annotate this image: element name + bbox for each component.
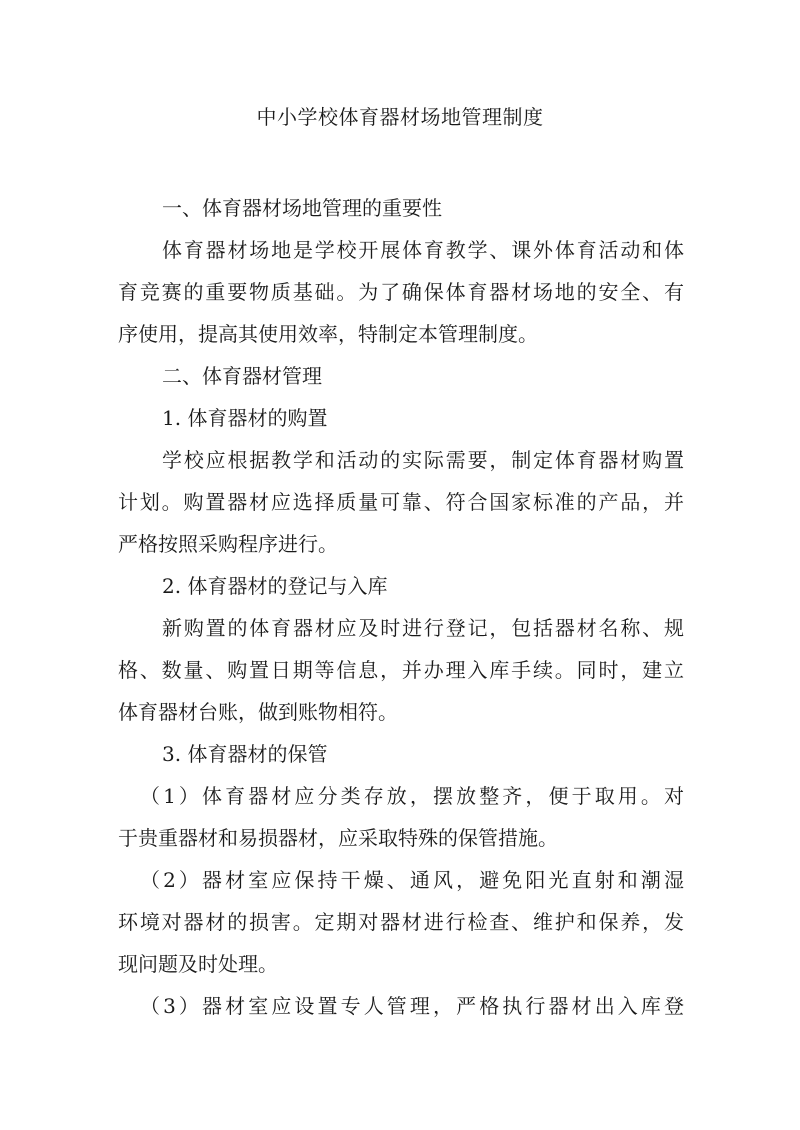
subsection-heading: 2. 体育器材的登记与入库 (162, 574, 388, 598)
paragraph-line: 新购置的体育器材应及时进行登记，包括器材名称、规 (162, 616, 684, 640)
subsection-heading: 3. 体育器材的保管 (162, 742, 328, 766)
paragraph-line: 格、数量、购置日期等信息，并办理入库手续。同时，建立 (118, 658, 684, 682)
list-item-line: 于贵重器材和易损器材，应采取特殊的保管措施。 (118, 826, 558, 850)
list-item-line: （1）体育器材应分类存放，摆放整齐，便于取用。对 (140, 784, 684, 808)
section-heading: 一、体育器材场地管理的重要性 (162, 196, 442, 220)
paragraph-line: 学校应根据教学和活动的实际需要，制定体育器材购置 (162, 448, 684, 472)
document-title: 中小学校体育器材场地管理制度 (256, 105, 544, 129)
paragraph-line: 序使用，提高其使用效率，特制定本管理制度。 (118, 322, 538, 346)
subsection-heading: 1. 体育器材的购置 (162, 406, 328, 430)
paragraph-line: 计划。购置器材应选择质量可靠、符合国家标准的产品，并 (118, 490, 684, 514)
section-heading: 二、体育器材管理 (162, 364, 322, 388)
paragraph-line: 体育器材场地是学校开展体育教学、课外体育活动和体 (162, 238, 684, 262)
list-item-line: （2）器材室应保持干燥、通风，避免阳光直射和潮湿 (140, 868, 684, 892)
document-body (118, 187, 684, 1027)
list-item-line: 环境对器材的损害。定期对器材进行检查、维护和保养，发 (118, 910, 684, 934)
list-item-line: （3）器材室应设置专人管理，严格执行器材出入库登 (140, 994, 684, 1018)
paragraph-line: 体育器材台账，做到账物相符。 (118, 700, 398, 724)
paragraph-line: 育竞赛的重要物质基础。为了确保体育器材场地的安全、有 (118, 280, 684, 304)
paragraph-line: 严格按照采购程序进行。 (118, 532, 338, 556)
list-item-line: 现问题及时处理。 (118, 952, 278, 976)
